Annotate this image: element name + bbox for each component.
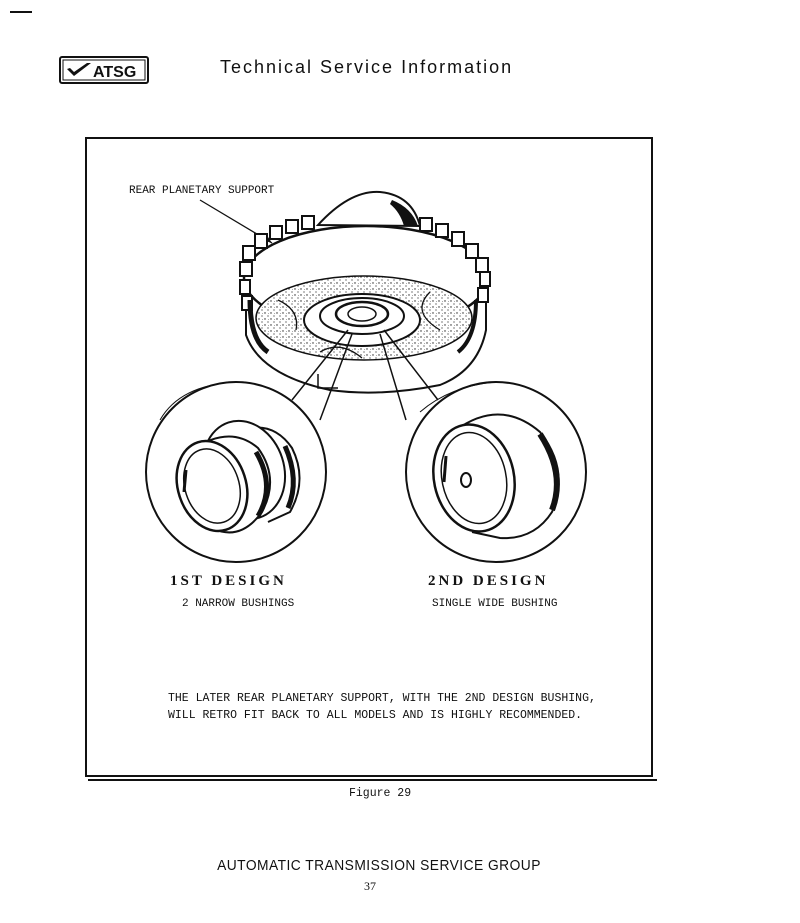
detail-circle-1st-design bbox=[146, 382, 326, 562]
center-hub bbox=[304, 294, 420, 346]
design-2-title: 2ND DESIGN bbox=[428, 573, 549, 589]
figure-caption: Figure 29 bbox=[349, 787, 412, 800]
design-1-title: 1ST DESIGN bbox=[170, 573, 287, 589]
design-1-subtitle: 2 NARROW BUSHINGS bbox=[182, 598, 295, 610]
callout-label: REAR PLANETARY SUPPORT bbox=[129, 185, 275, 197]
page-number: 37 bbox=[364, 879, 376, 893]
support-hub bbox=[318, 192, 420, 226]
note-line-2: WILL RETRO FIT BACK TO ALL MODELS AND IS HIGHLY RECOMMENDED. bbox=[168, 709, 583, 722]
footer-organization: AUTOMATIC TRANSMISSION SERVICE GROUP bbox=[217, 857, 541, 874]
design-2-subtitle: SINGLE WIDE BUSHING bbox=[432, 598, 558, 610]
page-header-title: Technical Service Information bbox=[220, 57, 514, 77]
note-line-1: THE LATER REAR PLANETARY SUPPORT, WITH THE 2ND DESIGN BUSHING, bbox=[168, 692, 596, 705]
logo-text: ATSG bbox=[93, 64, 137, 81]
recommendation-note bbox=[168, 690, 596, 724]
detail-circle-2nd-design bbox=[406, 382, 586, 562]
